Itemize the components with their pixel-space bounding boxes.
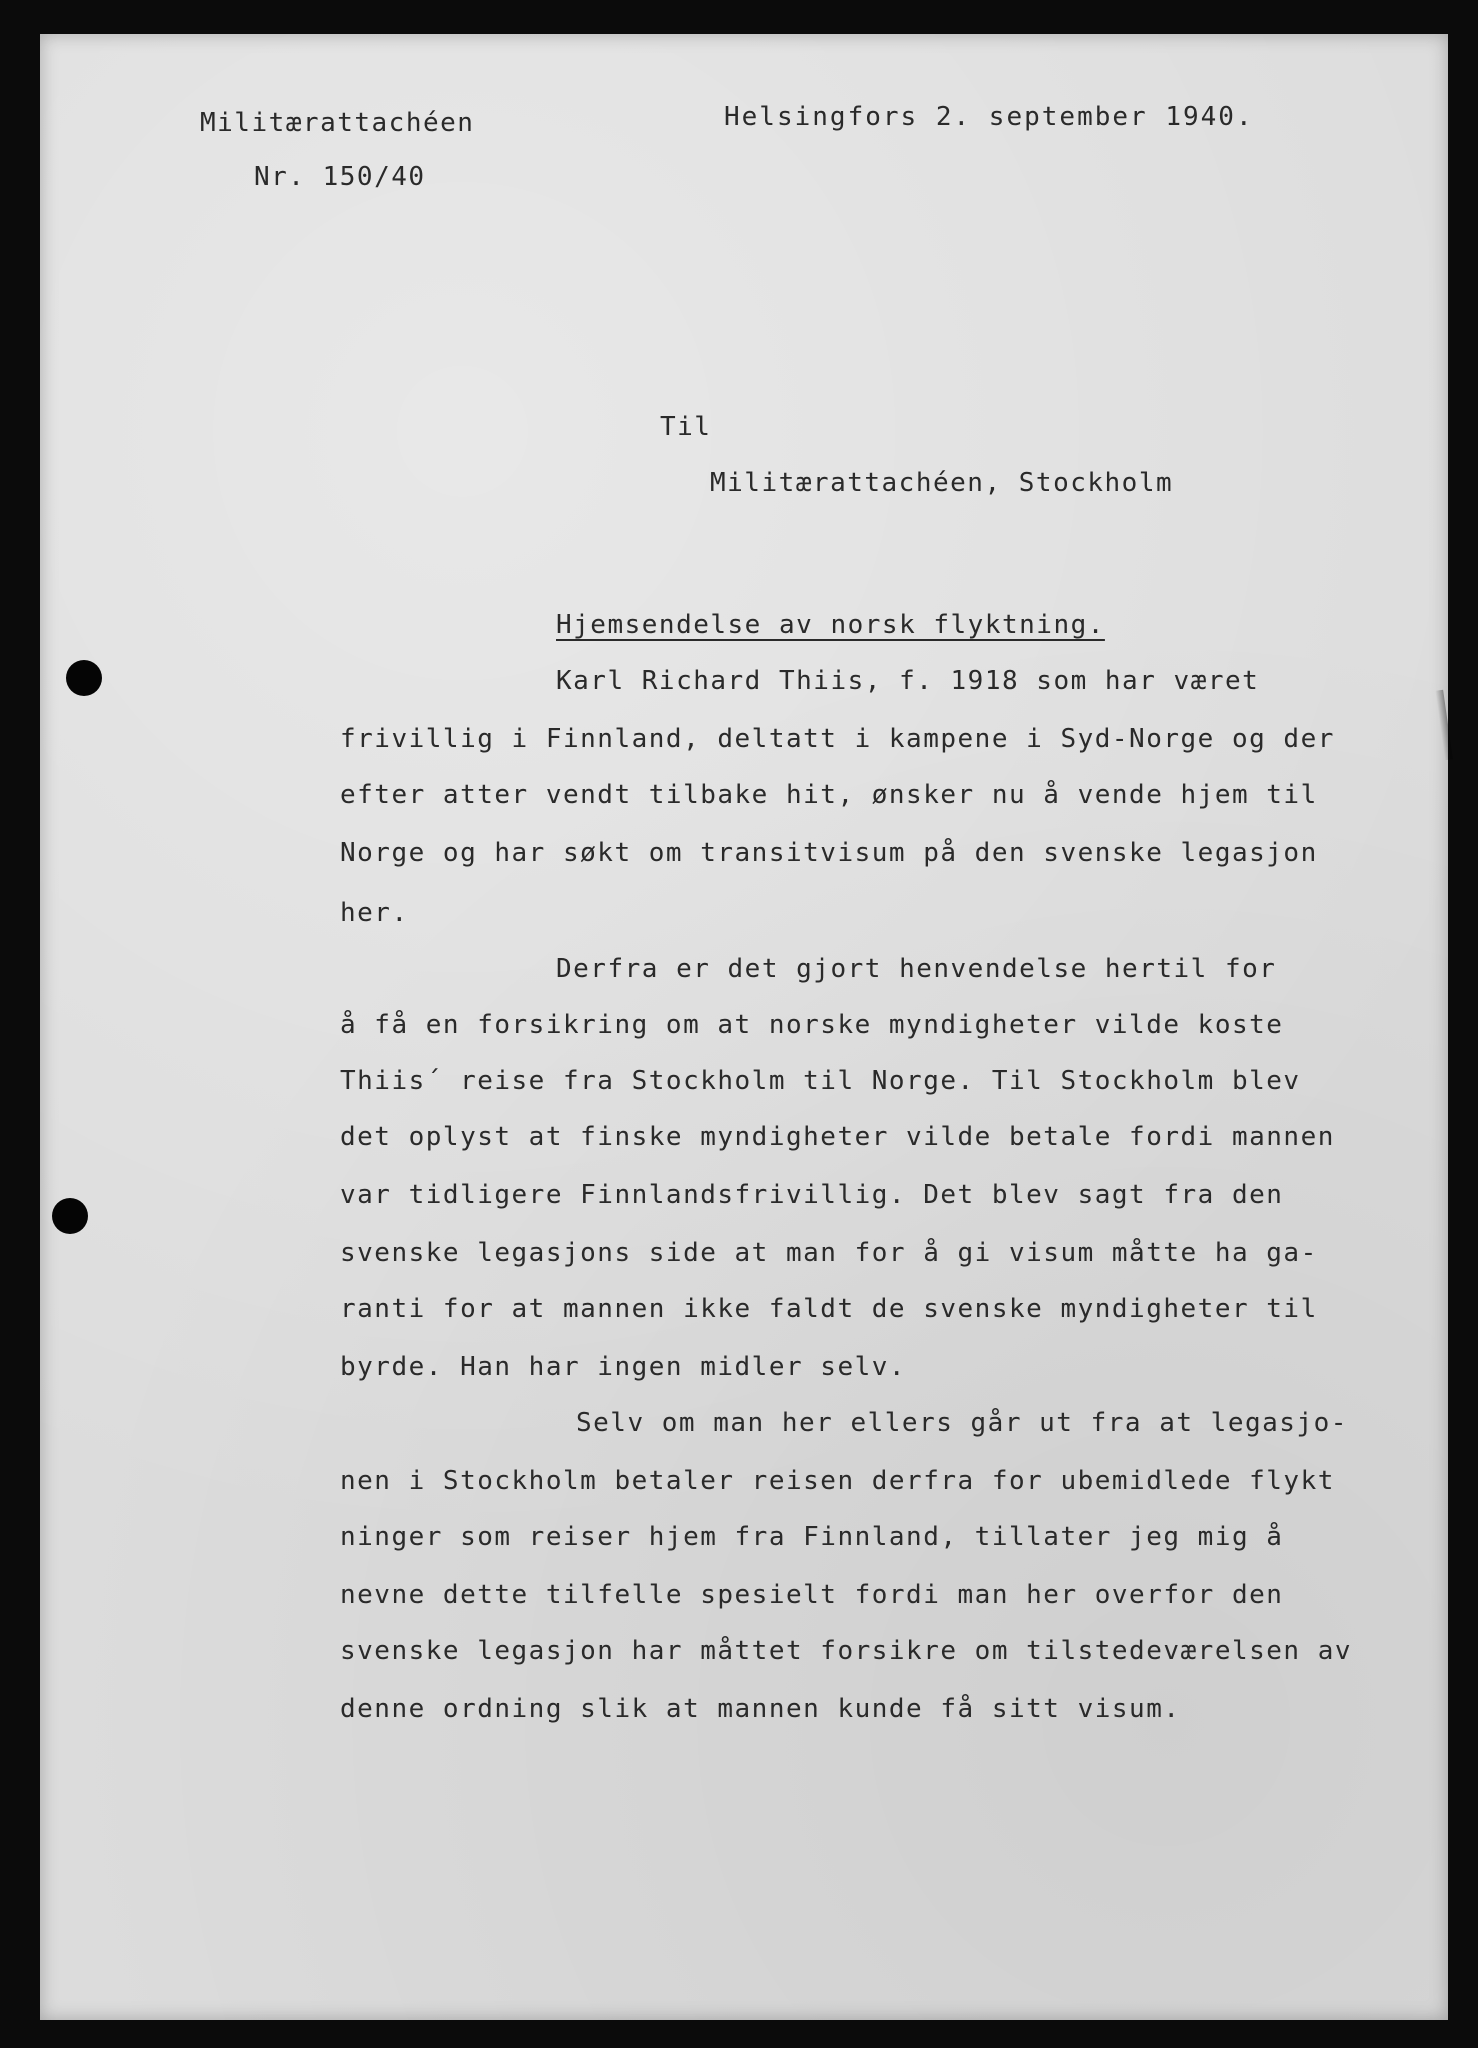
body-line: å få en forsikring om at norske myndigheter vilde koste bbox=[340, 1010, 1284, 1040]
body-line: frivillig i Finnland, deltatt i kampene i Syd-Norge og der bbox=[340, 724, 1335, 754]
body-line: Selv om man her ellers går ut fra at legasjo- bbox=[576, 1408, 1348, 1438]
body-line: Karl Richard Thiis, f. 1918 som har været bbox=[556, 666, 1260, 696]
body-line: Norge og har søkt om transitvisum på den svenske legasjon bbox=[340, 838, 1318, 868]
body-line: det oplyst at finske myndigheter vilde betale fordi mannen bbox=[340, 1122, 1335, 1152]
body-line: byrde. Han har ingen midler selv. bbox=[340, 1352, 907, 1382]
recipient-name: Militærattachéen, Stockholm bbox=[710, 468, 1174, 498]
place-and-date: Helsingfors 2. september 1940. bbox=[724, 102, 1254, 132]
body-line: ranti for at mannen ikke faldt de svenske myndigheter til bbox=[340, 1294, 1318, 1324]
reference-number: Nr. 150/40 bbox=[254, 162, 426, 192]
punch-hole bbox=[52, 1198, 88, 1234]
recipient-to: Til bbox=[660, 412, 712, 442]
body-line: ninger som reiser hjem fra Finnland, tillater jeg mig å bbox=[340, 1522, 1284, 1552]
body-line: nen i Stockholm betaler reisen derfra for ubemidlede flykt bbox=[340, 1466, 1335, 1496]
body-line: her. bbox=[340, 898, 409, 928]
body-line: var tidligere Finnlandsfrivillig. Det blev sagt fra den bbox=[340, 1180, 1284, 1210]
body-line: svenske legasjon har måttet forsikre om tilstedeværelsen av bbox=[340, 1636, 1353, 1666]
body-line: nevne dette tilfelle spesielt fordi man her overfor den bbox=[340, 1580, 1284, 1610]
body-line: Thiis´ reise fra Stockholm til Norge. Til Stockholm blev bbox=[340, 1066, 1301, 1096]
body-line: efter atter vendt tilbake hit, ønsker nu å vende hjem til bbox=[340, 780, 1318, 810]
subject-heading: Hjemsendelse av norsk flyktning. bbox=[556, 610, 1105, 640]
body-line: Derfra er det gjort henvendelse hertil for bbox=[556, 954, 1277, 984]
punch-hole bbox=[66, 660, 102, 696]
body-line: svenske legasjons side at man for å gi visum måtte ha ga- bbox=[340, 1238, 1318, 1268]
sender-label: Militærattachéen bbox=[200, 108, 475, 138]
body-line: denne ordning slik at mannen kunde få sitt visum. bbox=[340, 1694, 1181, 1724]
